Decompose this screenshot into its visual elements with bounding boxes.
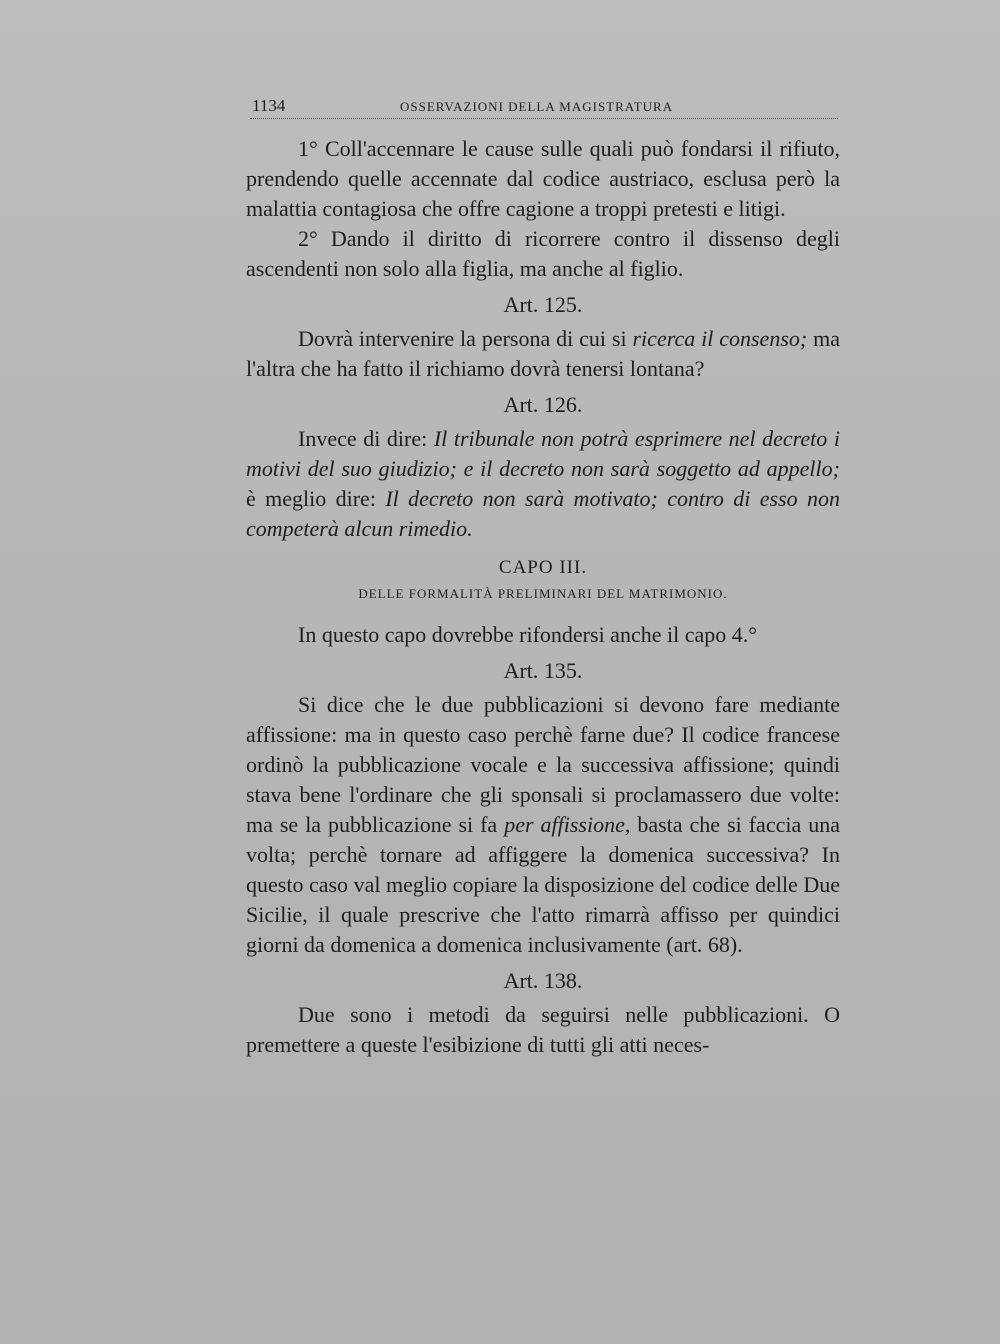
- article-138-text: Due sono i metodi da seguirsi nelle pubblicazioni. O premettere a queste l'esibizione di tutti gli atti neces-: [246, 1002, 840, 1057]
- paragraph-point-1: 1° Coll'accennare le cause sulle quali può fondarsi il rifiuto, prendendo quelle accennate dal codice austriaco, esclusa però la malattia contagiosa che offre cagione a troppi pretesti e litigi.: [246, 136, 840, 221]
- page-body: [246, 134, 840, 1060]
- chapter-subtitle: DELLE FORMALITÀ PRELIMINARI DEL MATRIMONIO.: [358, 586, 728, 601]
- article-125-text: [246, 324, 840, 384]
- article-135-italic: per affissione,: [504, 812, 631, 837]
- article-125-heading: Art. 125.: [503, 292, 583, 317]
- article-125-text-a: Dovrà intervenire la persona di cui si: [298, 326, 633, 351]
- article-126-italic-2: Il decreto non sarà motivato; contro di esso non competerà alcun rimedio.: [246, 486, 841, 541]
- article-126-italic-1: Il tribunale non potrà esprimere nel decreto i motivi del suo giudizio; e il decreto non sarà soggetto ad appello;: [246, 426, 840, 481]
- article-138-heading: Art. 138.: [503, 968, 583, 993]
- article-125-text-italic: ricerca il consenso;: [632, 326, 808, 351]
- chapter-paragraph: In questo capo dovrebbe rifondersi anche il capo 4.°: [298, 622, 758, 647]
- article-125-text-b: ma l'altra che ha fatto il richiamo dovrà tenersi lontana?: [246, 326, 840, 381]
- article-126-text-a: Invece di dire:: [298, 426, 434, 451]
- article-126-text: [246, 424, 840, 544]
- article-135-text-b: basta che si faccia una volta; perchè tornare ad affiggere la domenica successiva? In questo caso val meglio copiare la disposizione del codice delle Due Sicilie, il quale prescrive che l'atto rimarrà affisso per quindici giorni da domenica a domenica inclusivamente (art. 68).: [246, 812, 840, 957]
- article-135-text-a: Si dice che le due pubblicazioni si devono fare mediante affissione: ma in questo caso perchè farne due? Il codice francese ordinò la pubblicazione vocale e la successiva affissione; quindi stava bene l'ordinare che gli sponsali si proclamassero due volte: ma se la pubblicazione si fa: [246, 692, 840, 837]
- page-number: 1134: [252, 96, 286, 115]
- article-135-heading: Art. 135.: [503, 658, 583, 683]
- article-126-heading: Art. 126.: [503, 392, 583, 417]
- paragraph-point-2: 2° Dando il diritto di ricorrere contro il dissenso degli ascendenti non solo alla figlia, ma anche al figlio.: [246, 226, 840, 281]
- page-header: [250, 96, 838, 119]
- article-126-text-b: è meglio dire:: [246, 486, 386, 511]
- running-title: OSSERVAZIONI DELLA MAGISTRATURA: [400, 99, 674, 114]
- article-135-text: [246, 690, 840, 960]
- chapter-heading: CAPO III.: [498, 557, 588, 578]
